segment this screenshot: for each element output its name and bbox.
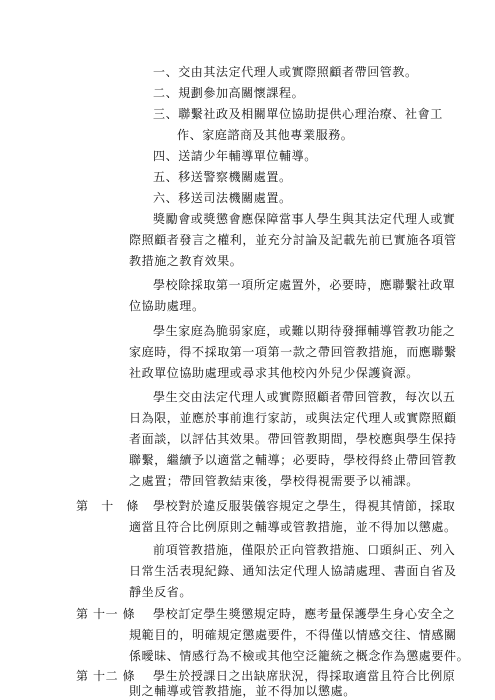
paragraph-line: 學生家庭為脆弱家庭，或難以期待發揮輔導管教功能之 (153, 324, 456, 338)
paragraph-line: 際照顧者發言之權利，並充分討論及記載先前已實施各項管 (129, 233, 457, 247)
paragraph-line: 聯繫，繼續予以適當之輔導；必要時，學校得終止帶回管教 (129, 453, 457, 467)
paragraph-line: 教措施之教育效果。 (129, 254, 243, 268)
article-label: 第 十 條 (76, 499, 140, 513)
paragraph-line: 之處置；帶回管教結束後，學校得視需要予以補課。 (129, 474, 419, 488)
list-item: 六、移送司法機關處置。 (153, 191, 292, 205)
list-item: 五、移送警察機關處置。 (153, 170, 292, 184)
paragraph-line: 學校除採取第一項所定處置外，必要時，應聯繫社政單 (153, 278, 456, 292)
paragraph-line: 位協助處理。 (129, 299, 205, 313)
list-item: 二、規劃參加高關懷課程。 (153, 86, 305, 100)
list-item-continuation: 作、家庭諮商及其他專業服務。 (177, 128, 354, 142)
paragraph-line: 社政單位協助處理或尋求其他校內外兒少保護資源。 (129, 366, 419, 380)
article-line: 靜坐反省。 (129, 585, 193, 599)
paragraph-line: 日為限，並應於事前進行家訪，或與法定代理人或實際照顧 (129, 411, 457, 425)
article-line: 學生於授課日之出缺席狀況，得採取適當且符合比例原 (153, 669, 456, 683)
list-item: 一、交由其法定代理人或實際照顧者帶回管教。 (153, 65, 418, 79)
article-line: 學校訂定學生獎懲規定時，應考量保護學生身心安全之 (153, 607, 456, 621)
list-item: 三、聯繫社政及相關單位協助提供心理治療、社會工 (153, 107, 443, 121)
article-label: 第 十二 條 (76, 669, 136, 683)
article-line: 日常生活表現紀錄、通知法定代理人協請處理、書面自省及 (129, 564, 457, 578)
paragraph-line: 者面談，以評估其效果。帶回管教期間，學校應與學生保持 (129, 432, 457, 446)
paragraph-line: 學生交由法定代理人或實際照顧者帶回管教，每次以五 (153, 390, 456, 404)
article-line: 則之輔導或管教措施，並不得加以懲處。 (129, 684, 356, 698)
paragraph-line: 獎勵會或獎懲會應保障當事人學生與其法定代理人或實 (153, 212, 456, 226)
paragraph-line: 家庭時，得不採取第一項第一款之帶回管教措施，而應聯繫 (129, 345, 457, 359)
article-line: 適當且符合比例原則之輔導或管教措施，並不得加以懲處。 (129, 520, 457, 534)
article-line: 係曖昧、情感行為不檢或其他空泛籠統之概念作為懲處要件。 (129, 649, 470, 663)
list-item: 四、送請少年輔導單位輔導。 (153, 149, 317, 163)
article-label: 第 十一 條 (76, 607, 136, 621)
article-line: 規範目的，明確規定懲處要件，不得僅以情感交往、情感關 (129, 628, 457, 642)
article-line: 前項管教措施，僅限於正向管教措施、口頭糾正、列入 (153, 543, 456, 557)
article-line: 學校對於違反服裝儀容規定之學生，得視其情節，採取 (153, 499, 456, 513)
